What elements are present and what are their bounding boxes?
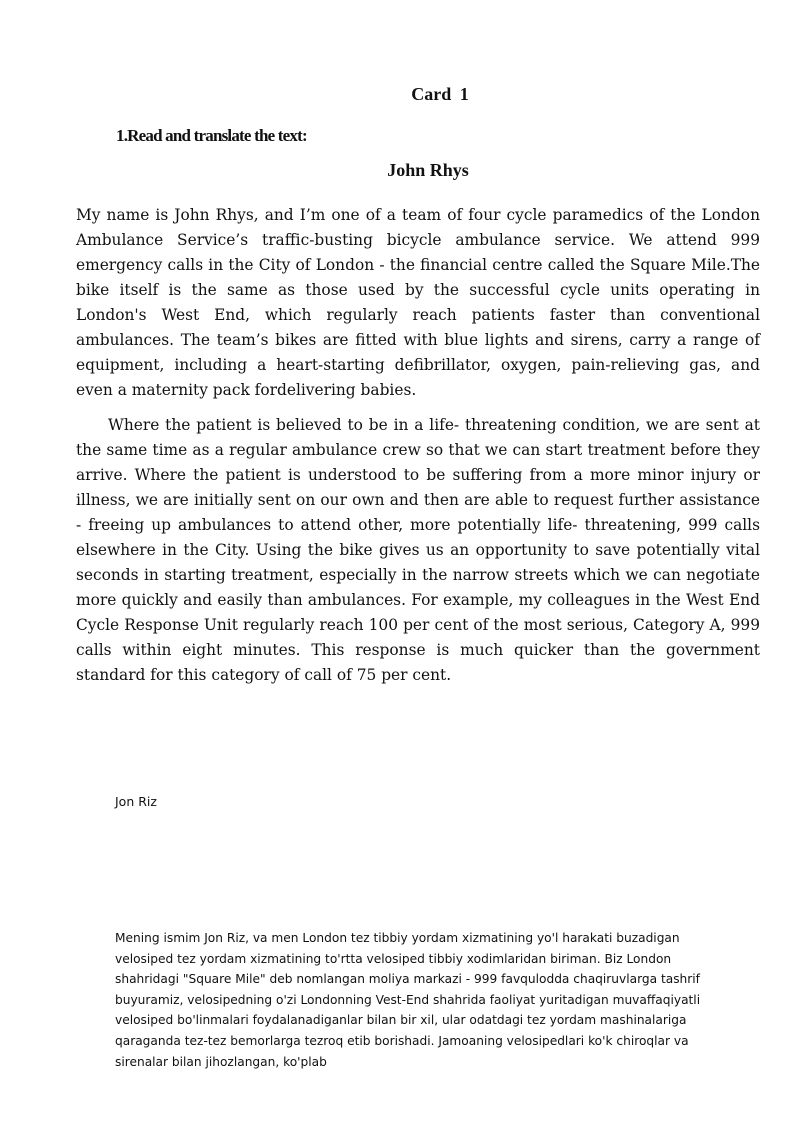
translation-paragraph: Mening ismim Jon Riz, va men London tez tibbiy yordam xizmatining yo'l harakati buzadigan velosiped tez yordam xizmatining to'rtta velosiped tibbiy xodimlaridan biriman. Biz London shahridagi "Square Mile" deb nomlangan moliya markazi - 999 favqulodda chaqiruvlarga tashrif buyuramiz, velosipedning o'zi Londonning Vest-End shahrida faoliyat yuritadigan muvaffaqiyatli velosiped bo'linmalari foydalanadiganlar bilan bir xil, ular odatdagi tez yordam mashinalariga qaraganda tez-tez bemorlarga tezroq etib borishadi. Jamoaning velosipedlari ko'k chiroqlar va sirenalar bilan jihozlangan, ko'plab (115, 931, 701, 1069)
article-paragraph-2: Where the patient is believed to be in a life- threatening condition, we are sent at the same time as a regular ambulance crew so that we can start treatment before they arrive. Where the patient is understood to be suffering from a more minor injury or illness, we are initially sent on our own and then are able to request further assistance - freeing up ambulances to attend other, more potentially life- threatening, 999 calls elsewhere in the City. Using the bike gives us an opportunity to save potentially vital seconds in starting treatment, especially in the narrow streets which we can negotiate more quickly and easily than ambulances. For example, my colleagues in the West End Cycle Response Unit regularly reach 100 per cent of the most serious, Category A, 999 calls within eight minutes. This response is much quicker than the government standard for this category of call of 75 per cent. (76, 416, 760, 684)
task-instruction: 1.Read and translate the text: (116, 126, 307, 145)
article-paragraph-1: My name is John Rhys, and I’m one of a team of four cycle paramedics of the London Ambulance Service’s traffic-busting bicycle ambulance service. We attend 999 emergency calls in the City of London - the financial centre called the Square Mile.The bike itself is the same as those used by the successful cycle units operating in London's West End, which regularly reach patients faster than conventional ambulances. The team’s bikes are fitted with blue lights and sirens, carry a range of equipment, including a heart-starting defibrillator, oxygen, pain-relieving gas, and even a maternity pack fordelivering babies. (76, 206, 760, 399)
article-title: John Rhys (387, 160, 469, 180)
translation-title: Jon Riz (115, 794, 157, 809)
card-title: Card 1 (411, 84, 469, 104)
